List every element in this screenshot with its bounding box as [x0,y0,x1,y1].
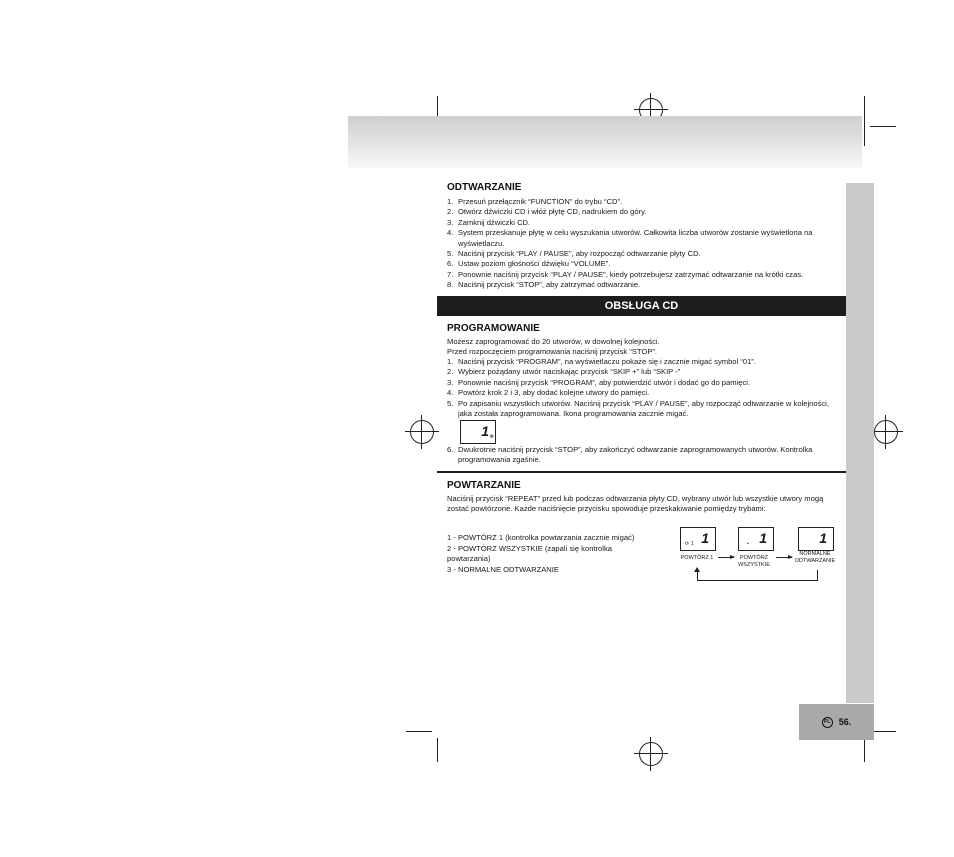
header-band [348,116,862,168]
list-item: 4. System przeskanuje płytę w celu wyszukania utworów. Całkowita liczba utworów zostanie wyświetlona na wyświetlaczu. [447,228,813,248]
list-item: 5. Naciśnij przycisk “PLAY / PAUSE”, aby rozpocząć odtwarzanie płyty CD. [447,249,701,259]
section-banner: OBSŁUGA CD [437,296,846,316]
section-title-odtwarzanie: ODTWARZANIE [447,182,522,193]
loop-line [697,580,818,581]
repeat-all-display-icon: 1 • [738,527,774,551]
programowanie-intro: Przed rozpoczęciem programowania naciśnij przycisk “STOP”. [447,347,658,356]
crop-mark [870,126,896,127]
programowanie-steps [447,357,832,419]
diagram-label: POWTÓRZ 1 [680,555,714,561]
list-item: 3. Zamknij dźwiczki CD. [447,217,531,227]
odtwarzanie-steps [447,197,837,291]
section-divider [437,471,846,473]
list-item: 2. Wybierz pożądany utwór naciskając przycisk “SKIP +” lub “SKIP -” [447,367,681,377]
repeat-one-display-icon: 1 ⟳ 1 [680,527,716,551]
list-item: 7. Ponownie naciśnij przycisk “PLAY / PAUSE”, kiedy potrzebujesz zatrzymać odtwarzanie na krótki czas. [447,269,804,279]
mode-item: 1 - POWTÓRZ 1 (kontrolka powtarzania zacznie migać) [447,533,635,542]
normal-play-display-icon: 1 [798,527,834,551]
section-title-programowanie: PROGRAMOWANIE [447,323,540,334]
mode-item: 2 - POWTÓRZ WSZYSTKIE (zapali się kontrolka powtarzania) [447,544,612,564]
crop-mark [406,731,432,732]
list-item: 8. Naciśnij przycisk “STOP”, aby zatrzymać odtwarzanie. [447,280,641,290]
diagram-label: NORMALNE ODTWARZANIE [794,551,836,564]
loop-line [697,572,698,581]
program-display-icon: 1 ✻ [460,420,496,444]
registration-mark [874,420,898,444]
diagram-label: POWTÓRZ WSZYSTKIE [738,555,770,568]
list-item: 6. Dwukrotnie naciśnij przycisk “STOP”, aby zakończyć odtwarzanie zaprogramowanych utworów. Kontrolka programowania zgaśnie. [447,445,813,465]
registration-mark [639,742,663,766]
crop-mark [437,738,438,762]
arrow-up-icon [694,567,700,572]
list-item: 1. Naciśnij przycisk “PROGRAM”, na wyświetlaczu pokaże się i zacznie migać symbol “01”. [447,357,756,366]
programowanie-intro: Możesz zaprogramować do 20 utworów, w dowolnej kolejności. [447,337,660,346]
page-number: 56. [838,717,852,727]
page-number-tab [799,704,874,740]
section-title-powtarzanie: POWTARZANIE [447,480,521,491]
language-pl-icon: PL [822,717,833,728]
side-band [846,183,874,703]
list-item: 6. Ustaw poziom głośności dźwięku “VOLUME”. [447,259,611,269]
programowanie-step6 [447,445,832,466]
list-item: 5. Po zapisaniu wszystkich utworów. Naciśnij przycisk “PLAY / PAUSE”, aby rozpocząć odtwarzanie w kolejności, jaka została zaprogramowana. Ikona programowania zacznie migać. [447,398,829,419]
list-item: 4. Powtórz krok 2 i 3, aby dodać kolejne utwory do pamięci. [447,388,650,398]
crop-mark [864,96,865,146]
powtarzanie-intro: Naciśnij przycisk “REPEAT” przed lub podczas odtwarzania płyty CD, wybrany utwór lub wszystkie utwory mogą zostać powtórzone. Każde naciśnięcie przycisku spowoduje przeskakiwanie pomiędzy trybami: [447,494,824,514]
list-item: 3. Ponownie naciśnij przycisk “PROGRAM”, aby potwierdzić utwór i dodać go do pamięci. [447,377,751,387]
loop-line [817,570,818,580]
crop-mark [864,738,865,762]
registration-mark [410,420,434,444]
list-item: 1. Przesuń przełącznik “FUNCTION” do trybu “CD”. [447,197,623,206]
mode-item: 3 - NORMALNE ODTWARZANIE [447,565,559,574]
list-item: 2. Otwórz dźwiczki CD i włóż płytę CD, nadrukiem do góry. [447,207,647,217]
